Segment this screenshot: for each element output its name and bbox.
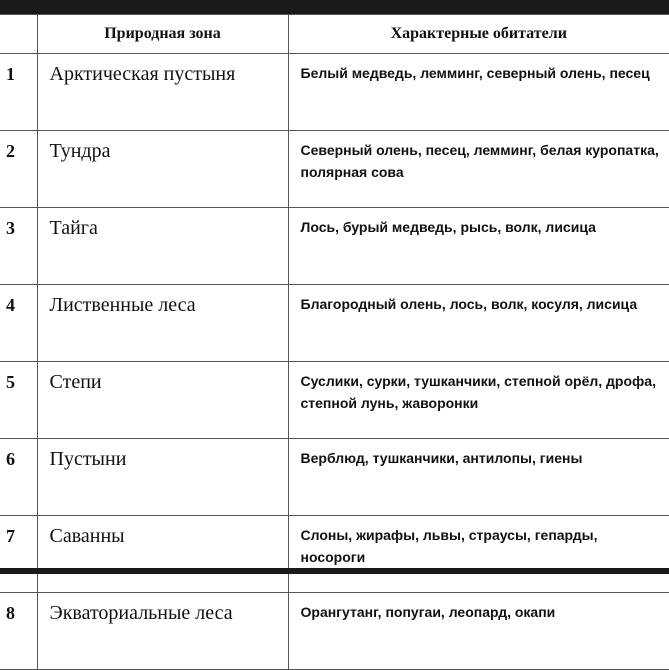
row-number: 3 [0,208,37,285]
row-number: 1 [0,54,37,131]
header-zone: Природная зона [37,15,288,54]
table-header-row [0,15,669,54]
zone-inhabitants: Северный олень, песец, лемминг, белая куропатка, полярная сова [288,131,669,208]
zone-inhabitants: Слоны, жирафы, львы, страусы, гепарды, носороги [288,516,669,593]
zone-inhabitants: Суслики, сурки, тушканчики, степной орёл, дрофа, степной лунь, жаворонки [288,362,669,439]
row-number: 5 [0,362,37,439]
table-row [0,54,669,131]
zone-name: Пустыни [37,439,288,516]
table-row [0,131,669,208]
row-number: 7 [0,516,37,593]
zone-inhabitants: Благородный олень, лось, волк, косуля, лисица [288,285,669,362]
zone-inhabitants: Белый медведь, лемминг, северный олень, песец [288,54,669,131]
table-row [0,516,669,593]
row-number: 4 [0,285,37,362]
zone-name: Тундра [37,131,288,208]
top-dark-border [0,0,669,14]
zone-name: Экваториальные леса [37,593,288,670]
zone-inhabitants: Верблюд, тушканчики, антилопы, гиены [288,439,669,516]
row-number: 2 [0,131,37,208]
zone-name: Тайга [37,208,288,285]
table-row [0,439,669,516]
table-row [0,593,669,670]
table-row [0,208,669,285]
header-number [0,15,37,54]
bottom-dark-border [0,568,669,574]
zone-inhabitants: Лось, бурый медведь, рысь, волк, лисица [288,208,669,285]
header-inhabitants: Характерные обитатели [288,15,669,54]
zone-name: Арктическая пустыня [37,54,288,131]
row-number: 8 [0,593,37,670]
row-number: 6 [0,439,37,516]
zone-name: Саванны [37,516,288,593]
table-row [0,362,669,439]
table-row [0,285,669,362]
zone-name: Лиственные леса [37,285,288,362]
zone-name: Степи [37,362,288,439]
zone-inhabitants: Орангутанг, попугаи, леопард, окапи [288,593,669,670]
